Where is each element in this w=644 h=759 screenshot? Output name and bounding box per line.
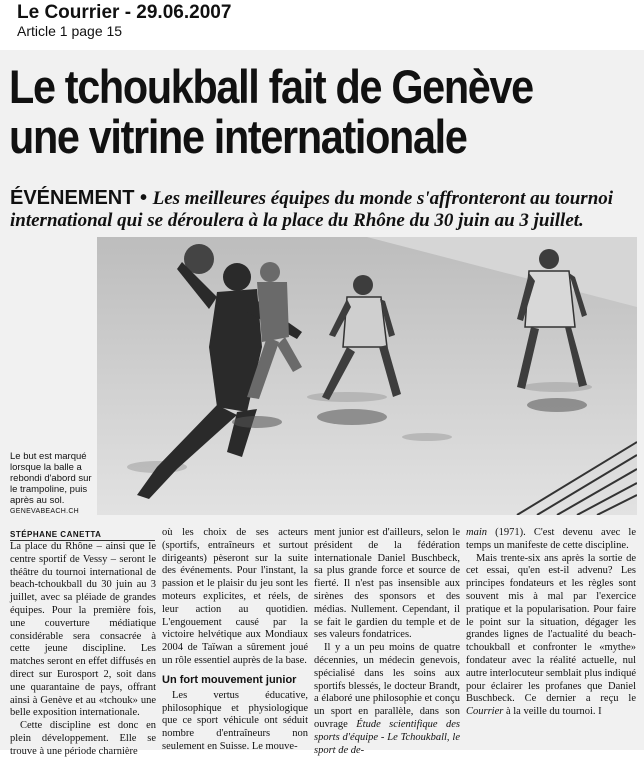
paragraph [466, 553, 636, 719]
article-column-4 [466, 527, 636, 719]
photo-caption [10, 451, 95, 517]
standfirst-keyword: ÉVÉNEMENT [10, 187, 135, 209]
headline [9, 62, 563, 162]
paragraph [466, 527, 636, 553]
paragraph-text: Il y a un peu moins de quatre décennies, un médecin genevois, spécialisé dans les soins aux sportifs blessés, le docteur Brandt, a élaboré une philosophie et conçu un sport en parallèle, dans son ouvrage [314, 642, 460, 730]
newspaper-name: Courrier [466, 706, 504, 718]
article-photo [97, 237, 637, 515]
headline-line-2: une vitrine internationale [9, 110, 467, 163]
paragraph-text: (1971). C'est devenu avec le temps un manifeste de cette discipline. [466, 527, 636, 551]
article-column-3 [314, 527, 460, 757]
paragraph-end: à la veille du tournoi. I [503, 706, 602, 718]
caption-text: Le but est marqué lorsque la balle a rebondi d'abord sur le trampoline, puis après au sol. [10, 451, 92, 506]
beach-tchoukball-photo [97, 237, 637, 515]
paragraph: ment junior est d'ailleurs, selon le président de la fédération internationale Daniel Buschbeck, sa plus grande force et source de fierté. Il n'est pas insensible aux sirènes des sponsors et des médias. Nullement. Cependant, il se fait le gardien du temple et de ses valeurs fondatrices. [314, 527, 460, 641]
standfirst-text: Les meilleures équipes du monde s'affronteront au tournoi international qui se déroulera à la place du Rhône du 30 juin au 3 juillet. [10, 188, 614, 231]
standfirst-separator: • [134, 187, 153, 209]
byline: STÉPHANE CANETTA [10, 530, 155, 541]
paragraph: La place du Rhône – ainsi que le centre sportif de Vessy – seront le théâtre du tournoi international de beach-tchoukball du 30 juin au 3 juillet, avec sa pléiade de grandes équipes. Pour la première fois, une couverture médiatique considérable sera consacrée à cette jeune discipline. Les matches seront en effet diffusés en direct sur Eurosport 2, soit dans une quarantaine de pays, offrant ainsi à Genève et au «tchouk» une belle exposition internationale. [10, 541, 156, 719]
paragraph-text: Mais trente-six ans après la sortie de cet essai, qu'en est-il advenu? Les principes fondateurs et les règles sont souvent mis à mal par l'exercice pratique et la popularisation. Pour faire le point sur la situation, dégager les grandes lignes de l'actualité du beach-tchoukball et confronter le «mythe» fondateur avec la réalité actuelle, nul autre interlocuteur semblait plus indiqué pour éclairer les profanes que Daniel Buschbeck. Ce dernier a reçu le [466, 552, 636, 705]
paragraph [314, 642, 460, 757]
paragraph: Les vertus éducative, philosophique et physiologique que ce sport véhicule ont séduit nombre d'entraîneurs non seulement en Suisse. Le mouve- [162, 689, 308, 752]
book-title-end: main [466, 527, 487, 538]
standfirst [10, 187, 635, 232]
book-title: Étude scientifique des sports d'équipe - Le Tchoukball, le sport de de- [314, 718, 460, 756]
source-header [17, 3, 231, 39]
headline-line-1: Le tchoukball fait de Genève [9, 60, 533, 113]
photo-credit: GENEVABEACH.CH [10, 508, 80, 515]
paragraph: où les choix de ses acteurs (sportifs, entraîneurs et surtout dirigeants) pèseront sur la suite des événements. Pour l'instant, la passion et le plaisir du jeu sont les moteurs explicites, et réels, de leur action au quotidien. L'engouement causé par la victoire helvétique aux Mondiaux 2004 de Taïwan a sûrement joué un rôle essentiel auprès de la base. [162, 527, 308, 666]
source-title: Le Courrier - 29.06.2007 [17, 2, 232, 23]
paragraph: Cette discipline est donc en plein développement. Elle se trouve à une période charnière [10, 720, 156, 757]
subheading: Un fort mouvement junior [162, 673, 297, 686]
article-column-1 [10, 541, 156, 759]
article-column-2 [162, 527, 308, 754]
source-reference: Article 1 page 15 [17, 23, 123, 39]
